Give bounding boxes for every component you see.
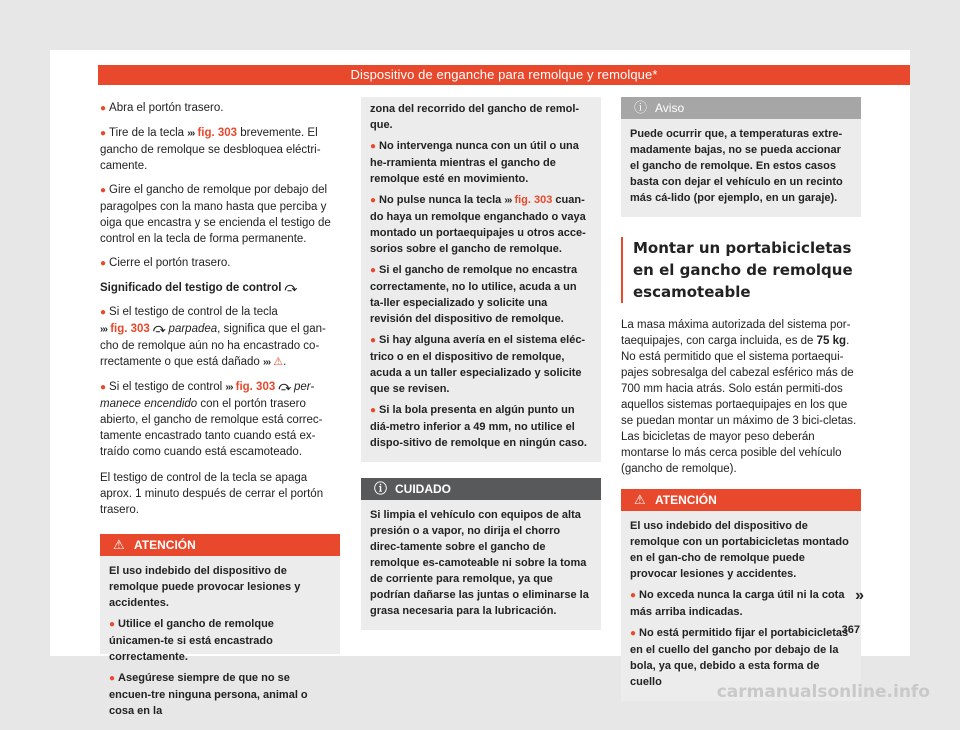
info-circle-icon: ⓘ — [374, 481, 388, 496]
list-item: ● No intervenga nunca con un útil o una he-rramienta mientras el gancho de remolque esté en movimiento. — [370, 140, 579, 185]
warning-box-continued: zona del recorrido del gancho de remol-que. ● No intervenga nunca con un útil o una he-rramienta mientras el gancho de remolque esté en movimiento. ● No pulse nunca la tecla ››› fig. 303 cuan-do haya un remolque enganchado o vaya montado un portaequipajes u otros acce-sorios sobre el gancho de remolque. ● Si el gancho de remolque no encastra correctamente, no lo utilice, acuda a un ta-ller especializado y solicite una revisión del dispositivo de remolque. ● Si hay alguna avería en el sistema eléc-trico o en el dispositivo de remolque, acuda a un taller especializado y solicite que se revisen. ● Si la bola presenta en algún punto un diá-metro inferior a 49 mm, no utilice el dispo-sitivo de remolque en ningún caso. — [361, 97, 601, 462]
list-item: ● Si el gancho de remolque no encastra correctamente, no lo utilice, acuda a un ta-ller especializado y solicite una revisión del dispositivo de remolque. — [370, 264, 578, 325]
column-3 — [621, 100, 861, 701]
column-1 — [100, 100, 340, 717]
towbar-icon: ⤼ — [153, 323, 166, 335]
list-item: ● No pulse nunca la tecla ››› fig. 303 cuan-do haya un remolque enganchado o vaya montado un portaequipajes u otros acce-sorios sobre el gancho de remolque. — [370, 194, 586, 255]
list-item: ● Si la bola presenta en algún punto un diá-metro inferior a 49 mm, no utilice el dispo-sitivo de remolque en ningún caso. — [370, 404, 587, 449]
figure-link[interactable]: fig. 303 — [110, 323, 150, 335]
note-box: ⓘ Aviso Puede ocurrir que, a temperaturas extre-madamente bajas, no se pueda accionar el gancho de remolque. En estos casos basta con dejar el vehículo en un recinto más cá-lido (por ejemplo, en un garaje). — [621, 97, 861, 217]
list-item: ● Abra el portón trasero. — [100, 102, 224, 114]
list-item: ● No está permitido fijar el portabicicletas en el cuello del gancho por debajo de la bola, ya que, debido a esta forma de cuello — [630, 627, 849, 688]
paragraph: El testigo de control de la tecla se apaga aprox. 1 minuto después de cerrar el portón trasero. — [100, 472, 324, 516]
list-item: ● Tire de la tecla ››› fig. 303 brevemente. El gancho de remolque se desbloquea eléctri-camente. — [100, 127, 321, 172]
towbar-icon: ⤼ — [278, 381, 291, 393]
caution-header: ⓘ CUIDADO — [361, 478, 601, 500]
list-item: ● Si el testigo de control de la tecla ››› fig. 303 ⤼ parpadea, significa que el gan-cho de remolque aún no ha encastrado co-rrectamente o que está dañado ››› ⚠. — [100, 306, 326, 368]
paragraph: La masa máxima autorizada del sistema por-taequipajes, con carga incluida, es de 75 kg. No está permitido que el sistema portaequi-pajes sobresalga del cabezal esférico más de 700 mm hacia atrás. Solo están permiti-dos aquellos sistemas portaequipajes en los que se puedan montar un máximo de 3 bici-cletas. Las bicicletas de mayor peso deberán montarse lo más cerca posible del vehículo (gancho de remolque). — [621, 319, 857, 475]
warning-header: ⚠ ATENCIÓN — [621, 489, 861, 511]
list-item: ● Cierre el portón trasero. — [100, 257, 231, 269]
page-title: Dispositivo de enganche para remolque y remolque* — [98, 65, 910, 85]
continued-mark: » — [855, 587, 864, 604]
list-item: ● Si hay alguna avería en el sistema eléc-trico o en el dispositivo de remolque, acuda a un taller especializado y solicite que se revisen. — [370, 334, 586, 395]
warning-header: ⚠ ATENCIÓN — [100, 534, 340, 556]
watermark: carmanualsonline.info — [716, 682, 930, 702]
warning-icon: ⚠ — [113, 537, 125, 552]
caution-box: ⓘ CUIDADO Si limpia el vehículo con equipos de alta presión o a vapor, no dirija el chorro direc-tamente sobre el gancho de remolque es-camoteable ni sobre la toma de corriente para remolque, ya que podrían dañarse las juntas o eliminarse la grasa necesaria para la lubricación. — [361, 478, 601, 630]
warning-box: ⚠ ATENCIÓN El uso indebido del dispositivo de remolque puede provocar lesiones y accidentes. ● Utilice el gancho de remolque únicamen-te si está encastrado correctamente. ● Asegúrese siempre de que no se encuen-tre ninguna persona, animal o cosa en la — [100, 534, 340, 654]
page-number: 367 — [841, 624, 860, 636]
list-item: ● Gire el gancho de remolque por debajo del paragolpes con la mano hasta que perciba y oiga que encastra y se encienda el testigo de control en la tecla de forma permanente. — [100, 184, 331, 245]
figure-link[interactable]: fig. 303 — [514, 194, 553, 206]
towbar-icon: ⤼ — [284, 282, 297, 294]
warning-icon: ⚠ — [634, 492, 646, 507]
section-heading: Montar un portabicicletas en el gancho de remolque escamoteable — [621, 237, 861, 303]
subheading: Significado del testigo de control ⤼ — [100, 282, 297, 294]
warning-box: ⚠ ATENCIÓN El uso indebido del dispositivo de remolque con un portabicicletas montado en el gan-cho de remolque puede provocar lesiones y accidentes. ● No exceda nunca la carga útil ni la cota más arriba indicadas. ● No está permitido fijar el portabicicletas en el cuello del gancho por debajo de la bola, ya que, debido a esta forma de cuello — [621, 489, 861, 701]
column-2 — [361, 100, 601, 630]
list-item: ● Asegúrese siempre de que no se encuen-tre ninguna persona, animal o cosa en la — [109, 672, 308, 717]
note-header: ⓘ Aviso — [621, 97, 861, 119]
figure-link[interactable]: fig. 303 — [235, 381, 276, 393]
list-item: ● Si el testigo de control ››› fig. 303 ⤼ per-manece encendido con el portón trasero abierto, el gancho de remolque está correc-tamente encastrado tanto cuando está ex-traído como cuando está escamoteado. — [100, 381, 323, 458]
warning-icon: ⚠ — [273, 356, 284, 368]
info-icon: ⓘ — [634, 100, 648, 115]
list-item: ● Utilice el gancho de remolque únicamen-te si está encastrado correctamente. — [109, 618, 274, 663]
list-item: ● No exceda nunca la carga útil ni la cota más arriba indicadas. — [630, 589, 845, 618]
figure-link[interactable]: fig. 303 — [197, 127, 238, 139]
